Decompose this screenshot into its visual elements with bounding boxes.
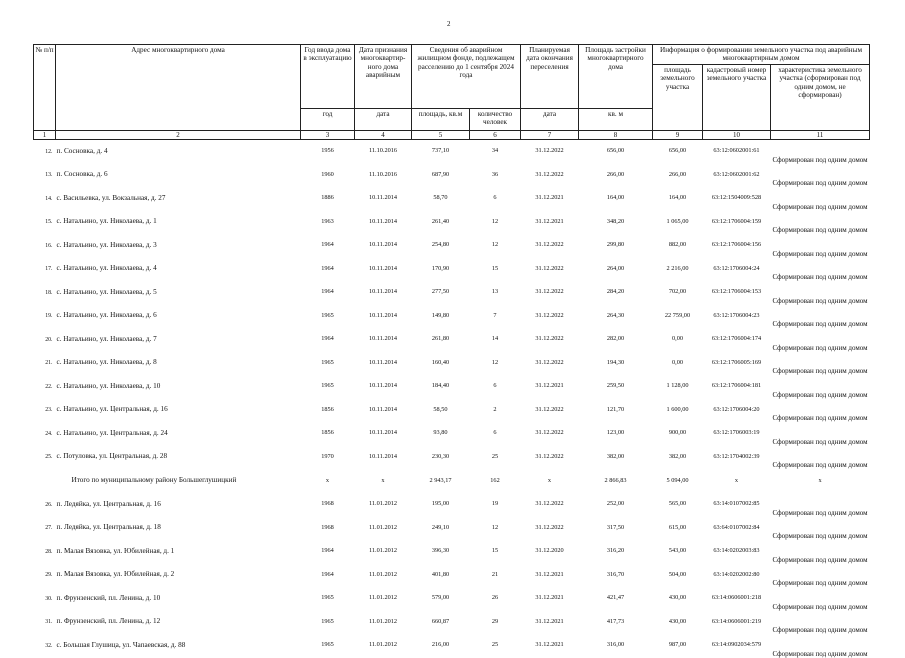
row-characteristic: Сформирован под одним домом xyxy=(772,390,868,399)
row-planned: 31.12.2021 xyxy=(535,217,564,225)
row-built-area: 264,00 xyxy=(606,264,625,272)
row-number: 12. xyxy=(45,148,53,155)
row-built-area: 656,00 xyxy=(606,147,625,155)
row-date: 10.11.2014 xyxy=(368,335,398,343)
row-address: с. Натальино, ул. Николаева, д. 4 xyxy=(56,264,157,273)
row-area: 579,00 xyxy=(431,594,450,602)
row-address: с. Натальино, ул. Николаева, д. 10 xyxy=(56,381,161,390)
table-row xyxy=(34,187,870,211)
row-year: 1964 xyxy=(321,288,334,296)
row-cadastral: 63:12:1706005:169 xyxy=(711,358,762,366)
header-address: Адрес многоквартирного дома xyxy=(56,45,301,131)
row-cadastral: 63:64:0107002:84 xyxy=(713,523,760,531)
row-people: 19 xyxy=(491,500,499,508)
table-body xyxy=(34,140,870,658)
row-area: 261,80 xyxy=(431,335,450,343)
row-characteristic: Сформирован под одним домом xyxy=(772,555,868,564)
row-date: 10.11.2014 xyxy=(368,452,398,460)
row-planned: 31.12.2020 xyxy=(535,547,564,555)
row-area: 170,90 xyxy=(431,264,450,272)
total-label: Итого по муниципальному району Большеглушицкий xyxy=(71,476,237,485)
row-address: с. Натальино, ул. Николаева, д. 1 xyxy=(56,217,157,226)
table-row xyxy=(34,211,870,235)
row-planned: 31.12.2021 xyxy=(535,617,564,625)
row-characteristic: Сформирован под одним домом xyxy=(772,179,868,187)
row-planned: 31.12.2022 xyxy=(535,147,564,155)
row-cadastral: 63:14:0202003:83 xyxy=(713,547,760,555)
row-address: с. Васильевка, ул. Вокзальная, д. 27 xyxy=(56,193,166,202)
row-date: 11.01.2012 xyxy=(368,617,398,625)
row-cadastral: 63:12:1706004:174 xyxy=(711,335,762,343)
row-characteristic: Сформирован под одним домом xyxy=(772,249,868,258)
row-planned: 31.12.2022 xyxy=(535,241,564,249)
row-date: 11.01.2012 xyxy=(368,594,398,602)
row-date: 11.10.2016 xyxy=(368,170,398,178)
row-planned: 31.12.2022 xyxy=(535,264,564,272)
table-row xyxy=(34,611,870,635)
row-cadastral: 63:12:1706004:23 xyxy=(713,311,760,319)
row-built-area: 316,20 xyxy=(606,547,625,555)
row-planned: 31.12.2021 xyxy=(535,382,564,390)
row-year: 1968 xyxy=(321,500,334,508)
row-date: 10.11.2014 xyxy=(368,194,398,202)
table-row xyxy=(34,517,870,541)
row-land-area: 900,00 xyxy=(668,429,687,437)
row-people: 2 xyxy=(493,405,497,413)
row-planned: 31.12.2022 xyxy=(535,429,564,437)
row-year: 1964 xyxy=(321,570,334,578)
col-number: 1 xyxy=(34,131,56,140)
row-characteristic: Сформирован под одним домом xyxy=(772,602,868,611)
row-year: 1970 xyxy=(321,452,334,460)
col-number: 4 xyxy=(355,131,412,140)
row-built-area: 421,47 xyxy=(606,594,625,602)
row-cadastral: 63:12:0602001:62 xyxy=(713,170,760,178)
total-people: 162 xyxy=(490,476,500,484)
row-year: 1964 xyxy=(321,547,334,555)
row-people: 25 xyxy=(491,641,499,649)
row-number: 21. xyxy=(45,360,53,367)
total-date: x xyxy=(381,476,385,484)
row-land-area: 22 759,00 xyxy=(664,311,691,319)
row-number: 22. xyxy=(45,383,53,390)
row-planned: 31.12.2022 xyxy=(535,335,564,343)
total-cad: x xyxy=(734,476,739,484)
row-people: 14 xyxy=(491,335,499,343)
row-built-area: 316,00 xyxy=(606,641,625,649)
header-num: № п/п xyxy=(34,45,56,131)
table-row xyxy=(34,352,870,376)
row-date: 10.11.2014 xyxy=(368,429,398,437)
table-row xyxy=(34,258,870,282)
row-cadastral: 63:14:0202002:80 xyxy=(713,570,760,578)
row-number: 20. xyxy=(45,336,53,343)
row-address: с. Потуловка, ул. Центральная, д. 28 xyxy=(56,452,168,461)
col-number: 6 xyxy=(470,131,521,140)
row-date: 10.11.2014 xyxy=(368,217,398,225)
row-characteristic: Сформирован под одним домом xyxy=(772,649,868,658)
row-year: 1856 xyxy=(321,429,334,437)
row-characteristic: Сформирован под одним домом xyxy=(772,155,868,164)
row-land-area: 543,00 xyxy=(668,547,687,555)
row-planned: 31.12.2022 xyxy=(535,452,564,460)
row-land-area: 656,00 xyxy=(668,147,687,155)
row-characteristic: Сформирован под одним домом xyxy=(772,508,868,517)
row-cadastral: 63:12:1706004:156 xyxy=(711,241,762,249)
table-row xyxy=(34,493,870,517)
row-people: 15 xyxy=(491,264,499,272)
row-land-area: 382,00 xyxy=(668,452,687,460)
row-built-area: 417,73 xyxy=(606,617,625,625)
row-date: 11.01.2012 xyxy=(368,547,398,555)
row-year: 1965 xyxy=(321,358,334,366)
header-date-recognition: Дата признания многоквартир-ного дома аварийным xyxy=(355,45,412,109)
row-built-area: 264,30 xyxy=(606,311,625,319)
row-date: 11.01.2012 xyxy=(368,570,398,578)
row-year: 1963 xyxy=(321,217,334,225)
row-number: 31. xyxy=(45,619,53,626)
row-date: 10.11.2014 xyxy=(368,288,398,296)
row-year: 1965 xyxy=(321,617,334,625)
row-address: с. Натальино, ул. Николаева, д. 7 xyxy=(56,334,157,343)
row-built-area: 282,00 xyxy=(606,335,625,343)
row-built-area: 284,20 xyxy=(606,288,625,296)
row-address: п. Фрунзенский, пл. Ленина, д. 12 xyxy=(56,617,161,626)
row-area: 261,40 xyxy=(431,217,450,225)
row-year: 1965 xyxy=(321,311,334,319)
row-land-area: 1 600,00 xyxy=(666,405,689,413)
col-number: 2 xyxy=(56,131,301,140)
row-address: п. Ледяйка, ул. Центральная, д. 16 xyxy=(56,499,161,508)
row-number: 16. xyxy=(45,242,53,249)
row-area: 249,10 xyxy=(431,523,450,531)
row-date: 11.10.2016 xyxy=(368,147,398,155)
row-date: 10.11.2014 xyxy=(368,264,398,272)
header-unit-date2: дата xyxy=(521,109,579,131)
row-built-area: 266,00 xyxy=(606,170,625,178)
row-area: 216,00 xyxy=(431,641,450,649)
row-land-area: 987,00 xyxy=(668,641,687,649)
table-row xyxy=(34,375,870,399)
col-number: 5 xyxy=(412,131,470,140)
row-people: 25 xyxy=(491,452,499,460)
row-address: с. Большая Глушица, ул. Чапаевская, д. 88 xyxy=(56,640,186,649)
row-land-area: 2 216,00 xyxy=(666,264,689,272)
row-land-area: 702,00 xyxy=(668,288,687,296)
row-people: 12 xyxy=(491,241,499,249)
row-people: 6 xyxy=(493,429,497,437)
row-cadastral: 63:14:0107002:85 xyxy=(713,500,760,508)
row-cadastral: 63:12:1706004:20 xyxy=(713,405,760,413)
row-number: 18. xyxy=(45,289,53,296)
row-characteristic: Сформирован под одним домом xyxy=(772,414,868,422)
row-people: 15 xyxy=(491,547,499,555)
header-built-area: Площадь застройки многоквартирного дома xyxy=(579,45,653,109)
header-unit-sqm: кв. м xyxy=(579,109,653,131)
row-address: с. Натальино, ул. Центральная, д. 16 xyxy=(56,405,168,414)
row-area: 230,30 xyxy=(431,452,450,460)
row-number: 32. xyxy=(45,642,53,649)
row-planned: 31.12.2021 xyxy=(535,594,564,602)
row-built-area: 123,00 xyxy=(606,429,625,437)
row-cadastral: 63:12:1706004:153 xyxy=(711,288,762,296)
row-built-area: 299,80 xyxy=(606,241,625,249)
total-row xyxy=(34,469,870,493)
row-people: 6 xyxy=(493,194,497,202)
row-date: 10.11.2014 xyxy=(368,241,398,249)
row-planned: 31.12.2022 xyxy=(535,358,564,366)
total-land: 5 094,00 xyxy=(666,476,689,484)
row-number: 23. xyxy=(45,407,53,414)
row-planned: 31.12.2021 xyxy=(535,641,564,649)
col-number: 10 xyxy=(703,131,771,140)
table-row xyxy=(34,305,870,329)
header-year: Год ввода дома в эксплуатацию xyxy=(301,45,355,109)
table-row xyxy=(34,140,870,164)
row-date: 11.01.2012 xyxy=(368,500,398,508)
row-area: 396,30 xyxy=(431,547,450,555)
row-people: 6 xyxy=(493,382,497,390)
row-area: 184,40 xyxy=(431,382,450,390)
row-cadastral: 63:12:1706004:159 xyxy=(711,217,762,225)
row-year: 1964 xyxy=(321,335,334,343)
row-cadastral: 63:12:0602001:61 xyxy=(713,147,760,155)
row-address: п. Сосновка, д. 4 xyxy=(56,146,108,155)
row-area: 93,80 xyxy=(433,429,448,437)
row-planned: 31.12.2021 xyxy=(535,194,564,202)
header-characteristic: характеристика земельного участка (сформирован под одним домом, не сформирован) xyxy=(771,65,870,131)
row-people: 7 xyxy=(493,311,497,319)
row-planned: 31.12.2022 xyxy=(535,523,564,531)
row-cadastral: 63:14:0606001:219 xyxy=(711,617,762,625)
row-land-area: 1 065,00 xyxy=(666,217,689,225)
table-row xyxy=(34,564,870,588)
row-address: с. Натальино, ул. Николаева, д. 3 xyxy=(56,240,157,249)
row-number: 30. xyxy=(45,595,53,602)
table-row xyxy=(34,281,870,305)
row-area: 254,80 xyxy=(431,241,450,249)
total-built: 2 866,83 xyxy=(604,476,627,484)
row-land-area: 1 128,00 xyxy=(666,382,689,390)
table-row xyxy=(34,540,870,564)
row-cadastral: 63:14:0606001:218 xyxy=(711,594,762,602)
row-land-area: 615,00 xyxy=(668,523,687,531)
row-characteristic: Сформирован под одним домом xyxy=(772,320,868,328)
row-land-area: 0,00 xyxy=(671,335,684,343)
row-planned: 31.12.2021 xyxy=(535,570,564,578)
row-cadastral: 63:14:0902034:579 xyxy=(711,641,762,649)
col-number: 8 xyxy=(579,131,653,140)
row-year: 1886 xyxy=(321,194,334,202)
row-date: 10.11.2014 xyxy=(368,382,398,390)
total-ch: x xyxy=(818,476,822,484)
row-cadastral: 63:12:1706004:181 xyxy=(711,382,762,390)
row-characteristic: Сформирован под одним домом xyxy=(772,626,868,634)
row-area: 401,80 xyxy=(431,570,450,578)
row-characteristic: Сформирован под одним домом xyxy=(772,532,868,540)
row-date: 10.11.2014 xyxy=(368,311,398,319)
table-row xyxy=(34,587,870,611)
row-address: с. Натальино, ул. Николаева, д. 8 xyxy=(56,358,157,367)
table-row xyxy=(34,164,870,188)
page-number: 2 xyxy=(447,20,451,28)
row-built-area: 194,30 xyxy=(606,358,625,366)
row-date: 10.11.2014 xyxy=(368,405,398,413)
row-year: 1964 xyxy=(321,241,334,249)
row-year: 1965 xyxy=(321,641,334,649)
row-number: 27. xyxy=(45,525,53,532)
row-built-area: 259,50 xyxy=(606,382,625,390)
row-date: 10.11.2014 xyxy=(368,358,398,366)
row-built-area: 317,50 xyxy=(606,523,625,531)
row-land-area: 0,00 xyxy=(671,358,684,366)
row-number: 17. xyxy=(45,266,53,273)
row-area: 58,70 xyxy=(433,194,448,202)
row-people: 12 xyxy=(491,523,499,531)
row-year: 1968 xyxy=(321,523,334,531)
header-planned-date: Планируемая дата окончания переселения xyxy=(521,45,579,109)
row-number: 26. xyxy=(45,501,53,508)
col-number: 3 xyxy=(301,131,355,140)
row-cadastral: 63:12:1706004:24 xyxy=(713,264,760,272)
row-year: 1960 xyxy=(321,170,334,178)
row-number: 13. xyxy=(45,172,53,179)
row-number: 15. xyxy=(45,219,53,226)
row-area: 277,50 xyxy=(431,288,450,296)
row-cadastral: 63:12:1706003:19 xyxy=(713,429,760,437)
total-planned: x xyxy=(547,476,552,484)
header-unit-people: количество человек xyxy=(470,109,521,131)
row-number: 29. xyxy=(45,572,53,579)
row-address: п. Сосновка, д. 6 xyxy=(56,170,108,179)
row-built-area: 382,00 xyxy=(606,452,625,460)
row-number: 24. xyxy=(45,430,53,437)
row-address: с. Натальино, ул. Николаева, д. 5 xyxy=(56,287,157,296)
row-year: 1956 xyxy=(321,147,334,155)
row-date: 11.01.2012 xyxy=(368,641,398,649)
row-people: 26 xyxy=(491,594,499,602)
row-cadastral: 63:12:1504009:528 xyxy=(711,194,762,202)
row-characteristic: Сформирован под одним домом xyxy=(772,367,868,375)
col-number: 7 xyxy=(521,131,579,140)
col-number: 9 xyxy=(653,131,703,140)
header-land-area: площадь земельного участка xyxy=(653,65,703,131)
row-characteristic: Сформирован под одним домом xyxy=(772,202,868,211)
row-area: 687,90 xyxy=(431,170,450,178)
row-built-area: 316,70 xyxy=(606,570,625,578)
row-number: 25. xyxy=(45,454,53,461)
row-cadastral: 63:12:1704002:39 xyxy=(713,452,760,460)
row-people: 21 xyxy=(491,570,499,578)
row-characteristic: Сформирован под одним домом xyxy=(772,437,868,446)
row-characteristic: Сформирован под одним домом xyxy=(772,226,868,234)
row-characteristic: Сформирован под одним домом xyxy=(772,343,868,352)
table-row xyxy=(34,328,870,352)
emergency-housing-table xyxy=(33,44,870,658)
row-people: 12 xyxy=(491,217,499,225)
table-row xyxy=(34,234,870,258)
row-address: п. Малая Вязовка, ул. Юбилейная, д. 1 xyxy=(56,546,175,555)
row-people: 34 xyxy=(491,147,499,155)
row-characteristic: Сформирован под одним домом xyxy=(772,461,868,469)
header-cadastral: кадастровый номер земельного участка xyxy=(703,65,771,131)
total-area: 2 943,17 xyxy=(429,476,452,484)
row-planned: 31.12.2022 xyxy=(535,288,564,296)
row-area: 660,87 xyxy=(431,617,450,625)
row-land-area: 430,00 xyxy=(668,617,687,625)
row-built-area: 164,00 xyxy=(606,194,625,202)
table-row xyxy=(34,634,870,658)
row-area: 737,10 xyxy=(431,147,450,155)
row-date: 11.01.2012 xyxy=(368,523,398,531)
row-address: с. Натальино, ул. Николаева, д. 6 xyxy=(56,311,157,320)
row-year: 1964 xyxy=(321,264,334,272)
row-year: 1965 xyxy=(321,382,334,390)
header-unit-date: дата xyxy=(355,109,412,131)
row-number: 14. xyxy=(45,195,53,202)
row-built-area: 348,20 xyxy=(606,217,625,225)
row-land-area: 164,00 xyxy=(668,194,687,202)
row-area: 195,00 xyxy=(431,500,450,508)
row-area: 149,80 xyxy=(431,311,450,319)
row-area: 160,40 xyxy=(431,358,450,366)
row-address: п. Фрунзенский, пл. Ленина, д. 10 xyxy=(56,593,161,602)
row-address: п. Ледяйка, ул. Центральная, д. 18 xyxy=(56,523,161,532)
row-land-area: 504,00 xyxy=(668,570,687,578)
row-year: 1856 xyxy=(321,405,334,413)
row-land-area: 882,00 xyxy=(668,241,687,249)
row-number: 19. xyxy=(45,313,53,320)
header-emergency-info: Сведения об аварийном жилищном фонде, подлежащем расселению до 1 сентября 2024 года xyxy=(412,45,521,109)
header-unit-area: площадь, кв.м xyxy=(412,109,470,131)
table-row xyxy=(34,399,870,423)
row-people: 36 xyxy=(491,170,499,178)
row-address: с. Натальино, ул. Центральная, д. 24 xyxy=(56,428,168,437)
row-land-area: 266,00 xyxy=(668,170,687,178)
row-planned: 31.12.2022 xyxy=(535,500,564,508)
row-area: 58,50 xyxy=(433,405,448,413)
row-address: п. Малая Вязовка, ул. Юбилейная, д. 2 xyxy=(56,570,175,579)
column-numbers-row xyxy=(34,131,870,140)
row-planned: 31.12.2022 xyxy=(535,311,564,319)
row-land-area: 565,00 xyxy=(668,500,687,508)
row-people: 12 xyxy=(491,358,499,366)
table-row xyxy=(34,446,870,470)
row-built-area: 121,70 xyxy=(606,405,625,413)
row-number: 28. xyxy=(45,548,53,555)
header-land-info: Информация о формировании земельного участка под аварийным многоквартирным домом xyxy=(653,45,870,65)
row-planned: 31.12.2022 xyxy=(535,170,564,178)
row-planned: 31.12.2022 xyxy=(535,405,564,413)
row-year: 1965 xyxy=(321,594,334,602)
total-year: x xyxy=(325,476,330,484)
row-characteristic: Сформирован под одним домом xyxy=(772,579,868,587)
row-land-area: 430,00 xyxy=(668,594,687,602)
row-people: 13 xyxy=(491,288,499,296)
row-people: 29 xyxy=(491,617,499,625)
row-characteristic: Сформирован под одним домом xyxy=(772,273,868,281)
row-characteristic: Сформирован под одним домом xyxy=(772,296,868,305)
row-built-area: 252,00 xyxy=(606,500,625,508)
table-row xyxy=(34,422,870,446)
col-number: 11 xyxy=(771,131,870,140)
header-unit-year: год xyxy=(301,109,355,131)
